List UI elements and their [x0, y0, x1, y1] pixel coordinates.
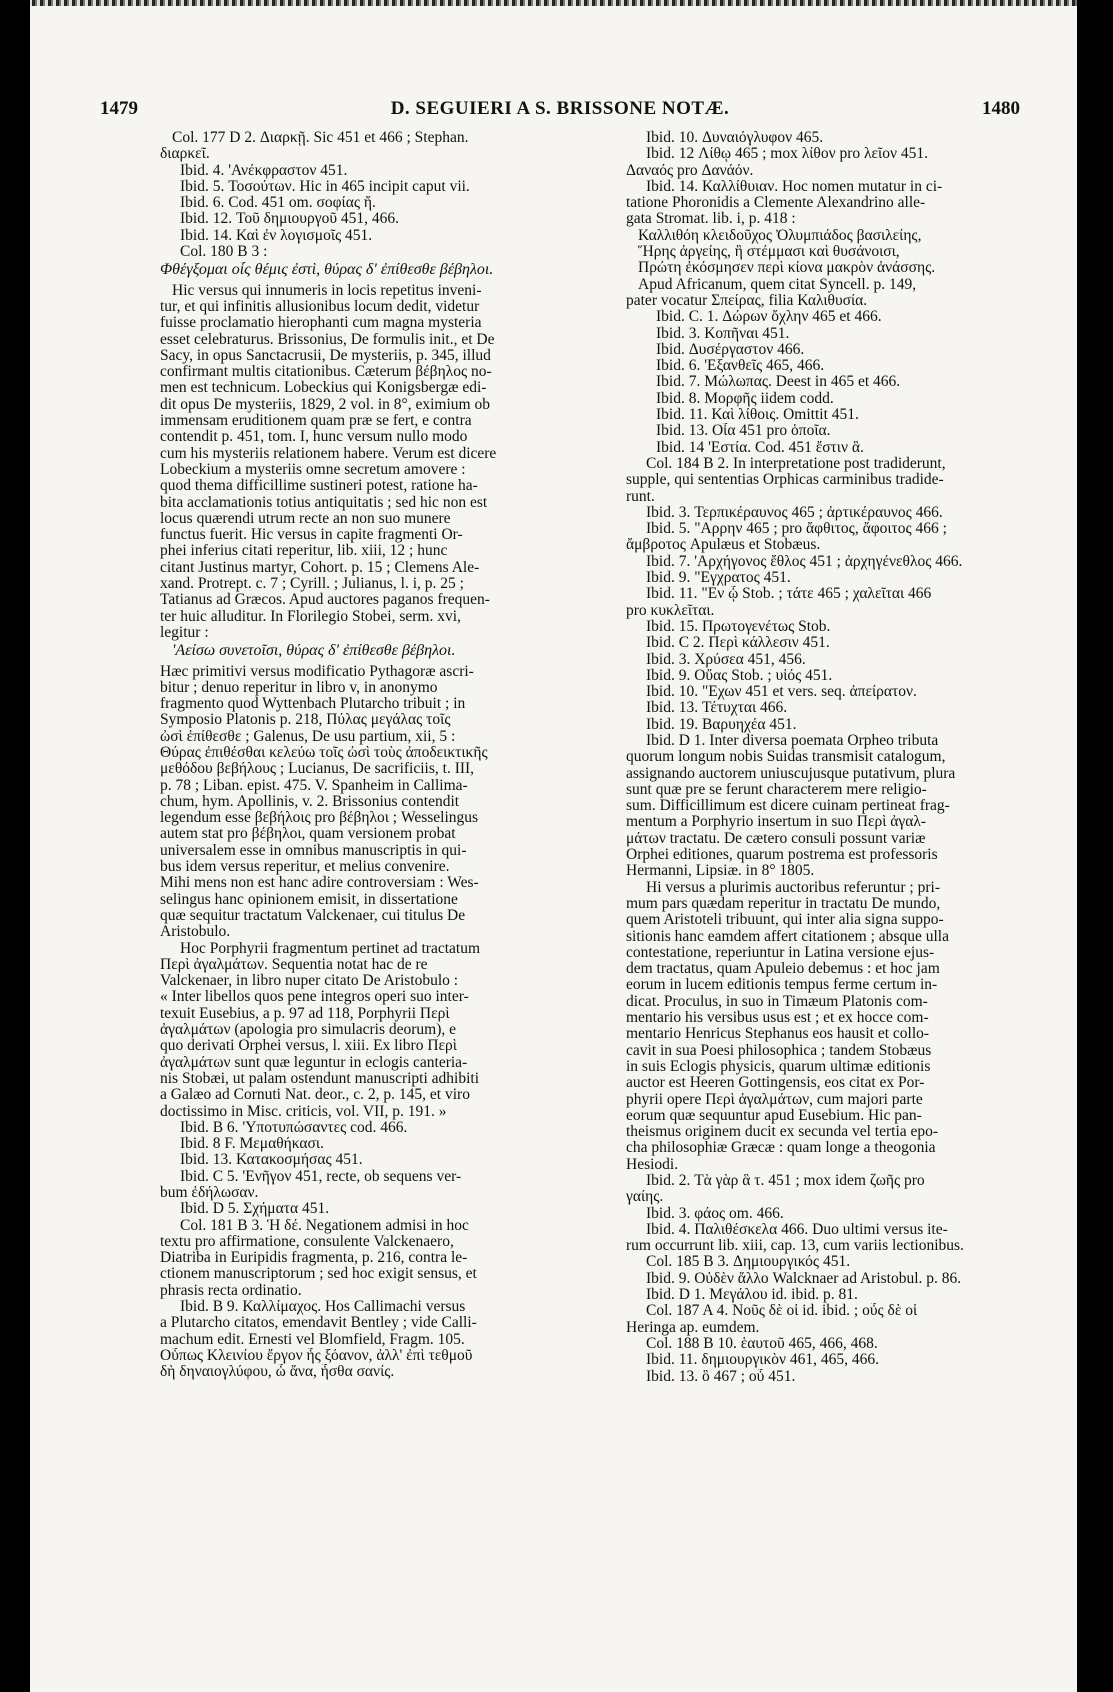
text-line: mentario Henricus Stephanus eos hausit et collo-	[626, 1026, 930, 1043]
text-line: runt.	[626, 488, 655, 505]
text-line: pro κυκλεῖται.	[626, 602, 715, 619]
text-line: quæ sequitur tractatum Valckenaer, cui titulus De	[160, 907, 466, 924]
text-line: « Inter libellos quos pene integros operi suo inter-	[160, 989, 469, 1006]
text-line: bitur ; denuo reperitur in libro v, in anonymo	[160, 679, 438, 696]
text-line: pater vocatur Σπείρας, filia Καλιθυσία.	[626, 292, 868, 309]
text-line: Hic versus qui innumeris in locis repetitus inveni-	[172, 282, 482, 299]
text-line: quem Aristoteli tribuunt, qui inter alia signa suppo-	[626, 912, 944, 929]
text-line: Col. 187 A 4. Νοῦς δὲ οἱ id. ibid. ; οὖς δὲ οἱ	[646, 1303, 918, 1320]
text-line: bita acclamationis totius antiquitatis ; sed hic non est	[160, 494, 488, 511]
text-line: Πρώτη ἐκόσμησεν περὶ κίονα μακρὸν ἀνάσσης.	[638, 260, 936, 277]
text-line: Ibid. C 2. Περὶ κάλλεσιν 451.	[646, 635, 830, 652]
text-line: bus idem versus reperitur, et melius convenire.	[160, 859, 450, 876]
text-line: μάτων tractatu. De cætero consuli possunt variæ	[626, 830, 926, 847]
text-line: Orphei editiones, quarum postrema est professoris	[626, 847, 938, 864]
text-line: Ibid. 8. Μορφῆς iidem codd.	[656, 390, 834, 407]
text-line: dicat. Proculus, in suo in Timæum Platonis com-	[626, 993, 928, 1010]
text-line: Aristobulo.	[160, 924, 231, 941]
text-line: Ibid. Δυσέργαστον 466.	[656, 341, 805, 358]
text-line: doctissimo in Misc. criticis, vol. VII, p. 191. »	[160, 1103, 447, 1120]
running-title: D. SEGUIERI A S. BRISSONE NOTÆ.	[390, 98, 730, 119]
text-line: Ibid. 3. Χρύσεα 451, 456.	[646, 651, 806, 668]
text-line: Ibid. 6. 'Εξανθεῖς 465, 466.	[656, 358, 825, 375]
scan-margin-left	[0, 0, 30, 1692]
text-line: Col. 177 D 2. Διαρκῇ. Sic 451 et 466 ; Stephan.	[172, 130, 469, 146]
text-line: Ibid. 12 Λίθῳ 465 ; mox λίθον pro λεῖον 451.	[646, 146, 928, 163]
text-line: Ibid. 13. Τέτυχται 466.	[646, 700, 788, 717]
text-line: Ibid. C. 1. Δώρων ὄχλην 465 et 466.	[656, 309, 882, 326]
text-line: Ibid. 11. Καὶ λίθοις. Omittit 451.	[656, 407, 859, 424]
text-line: Hæc primitivi versus modificatio Pythagoræ ascri-	[160, 663, 474, 680]
text-line: Ibid. 2. Τὰ γὰρ ἃ τ. 451 ; mox idem ζωῆς pro	[646, 1173, 925, 1189]
text-line: mentario his versibus usus est ; et ex hocce com-	[626, 1010, 929, 1027]
text-line: mum pars quædam reperitur in tractatu De mundo,	[626, 895, 941, 912]
text-line: Ibid. 19. Βαρυηχέα 451.	[646, 716, 797, 733]
text-line: a Galæo ad Cornuti Nat. deor., c. 2, p. 145, et viro	[160, 1087, 470, 1104]
text-line: Ibid. 10. Δυναιόγλυφον 465.	[646, 130, 824, 146]
scan-edge-top	[0, 0, 1113, 6]
text-line: Ibid. 9. Οὔας Stob. ; υἱός 451.	[646, 667, 833, 684]
text-line: quorum longum nobis Suidas transmisit catalogum,	[626, 749, 946, 766]
text-line: contendit p. 451, tom. I, hunc versum nullo modo	[160, 429, 468, 446]
text-line: Οὗπως Κλεινίου ἔργον ἧς ξόανον, ἀλλ' ἐπὶ τεθμοῦ	[160, 1347, 473, 1364]
text-line: ἀγαλμάτων sunt quæ leguntur in eclogis canteria-	[160, 1054, 468, 1071]
text-line: Hoc Porphyrii fragmentum pertinet ad tractatum	[180, 940, 481, 957]
text-line: Ibid. 13. Οἷα 451 pro ὁποῖα.	[656, 423, 831, 440]
text-line: Φθέγξομαι οἷς θέμις ἐστὶ, θύρας δ' ἐπίθεσθε βέβηλοι.	[160, 262, 494, 279]
text-line: Ibid. 15. Πρωτογενέτως Stob.	[646, 618, 831, 635]
text-line: men est technicum. Lobeckius qui Konigsbergæ edi-	[160, 380, 487, 397]
text-line: mentum a Porphyrio insertum in suo Περὶ ἀγαλ-	[626, 814, 927, 831]
text-line: phrasis recta ordinatio.	[160, 1282, 302, 1299]
text-line: Ibid. D 1. Μεγάλου id. ibid. p. 81.	[646, 1287, 858, 1304]
text-line: rum occurrunt lib. xiii, cap. 13, cum variis lectionibus.	[626, 1238, 964, 1255]
text-line: Ibid. 11. δημιουργικὸν 461, 465, 466.	[646, 1352, 880, 1369]
text-line: Ibid. D 1. Inter diversa poemata Orpheo tributa	[646, 732, 939, 749]
text-line: machum edit. Ernesti vel Blomfield, Fragm. 105.	[160, 1331, 465, 1348]
text-line: μεθόδου βεβήλους ; Lucianus, De sacrificiis, t. III,	[160, 761, 475, 778]
text-line: Hi versus a plurimis auctoribus referuntur ; pri-	[646, 879, 940, 896]
text-line: Ibid. 14 'Εστία. Cod. 451 ἔστιν ἃ.	[656, 439, 864, 456]
text-line: Mihi mens non est hanc adire controversiam : Wes-	[160, 875, 479, 892]
text-line: xand. Protrept. c. 7 ; Cyrill. ; Julianus, l. i, p. 25 ;	[160, 576, 464, 593]
text-line: Ibid. B 9. Καλλίμαχος. Hos Callimachi versus	[180, 1299, 466, 1316]
text-line: ὠσὶ ἐπίθεσθε ; Galenus, De usu partium, xii, 5 :	[160, 728, 456, 745]
text-line: phyrii opere Περὶ ἀγαλμάτων, cum majori parte	[626, 1091, 923, 1108]
text-line: ctionem manuscriptorum ; sed hoc exigit sensus, et	[160, 1266, 477, 1283]
text-line: Ibid. 9. Οὐδὲν ἄλλο Walcknaer ad Aristobul. p. 86.	[646, 1270, 962, 1287]
text-line: 'Αείσω συνετοῖσι, θύρας δ' ἐπίθεσθε βέβηλοι.	[172, 643, 456, 660]
text-line: sunt quæ pre se ferunt characterem mere religio-	[626, 781, 927, 798]
text-line: quo derivati Orphei versus, l. xiii. Ex libro Περὶ	[160, 1038, 457, 1055]
text-line: δὴ δηναιογλύφου, ὦ ἄνα, ἦσθα σανίς.	[160, 1364, 395, 1381]
text-line: Θύρας ἐπιθέσθαι κελεύω τοῖς ὠσὶ τοὺς ἀποδεικτικῆς	[160, 744, 488, 761]
text-line: citant Justinus martyr, Cohort. p. 15 ; Clemens Ale-	[160, 559, 480, 576]
text-line: Heringa ap. eumdem.	[626, 1319, 760, 1336]
text-line: confirmant multis citationibus. Cæterum βέβηλος no-	[160, 364, 492, 381]
text-line: Ibid. 12. Τοῦ δημιουργοῦ 451, 466.	[180, 211, 399, 228]
text-line: functus fuerit. Hic versus in capite fragmenti Or-	[160, 527, 463, 544]
text-line: Ibid. 6. Cod. 451 om. σοφίας ἤ.	[180, 195, 376, 212]
text-line: assignando auctorem uniuscujusque putativum, plura	[626, 765, 956, 782]
running-header	[100, 98, 1020, 124]
left-column	[160, 130, 604, 1381]
text-line: γαίης.	[626, 1189, 664, 1206]
text-line: Ibid. 11. "Εν ᾧ Stob. ; τάτε 465 ; χαλεῖται 466	[646, 586, 932, 603]
text-line: quod thema difficillime sustineri potest, ratione ha-	[160, 478, 478, 495]
text-line: Ibid. 3. φάος om. 466.	[646, 1205, 784, 1222]
text-line: texuit Eusebius, a p. 97 ad 118, Porphyrii Περὶ	[160, 1005, 450, 1022]
text-line: Hermanni, Lipsiæ. in 8° 1805.	[626, 863, 815, 880]
text-line: Ibid. 7. 'Αρχήγονος ἔθλος 451 ; ἀρχηγένεθλος 466.	[646, 553, 963, 570]
text-line: Ibid. 4. 'Ανέκφραστον 451.	[180, 162, 348, 179]
text-line: Δαναός pro Δανάόν.	[626, 162, 754, 179]
text-line: Ibid. 13. ὃ 467 ; οὗ 451.	[646, 1368, 796, 1385]
text-line: Ibid. 13. Κατακοσμήσας 451.	[180, 1152, 363, 1169]
text-line: Diatriba in Euripidis fragmenta, p. 216, contra le-	[160, 1250, 468, 1267]
text-line: eorum in lucem editionis tempus ferme certum in-	[626, 977, 938, 994]
text-line: a Plutarcho citatos, emendavit Bentley ; vide Calli-	[160, 1315, 477, 1332]
text-line: Col. 181 B 3. Ἡ δέ. Negationem admisi in hoc	[180, 1217, 469, 1234]
text-line: sum. Difficillimum est dicere cuinam pertineat frag-	[626, 798, 950, 815]
text-line: fuisse proclamatio hierophanti cum magna mysteria	[160, 315, 482, 332]
text-line: esset celebraturus. Brissonius, De formulis init., et De	[160, 331, 495, 348]
text-line: ter huic alluditur. In Florilegio Stobei, serm. xvi,	[160, 608, 461, 625]
text-line: autem stat pro βέβηλοι, quam versionem probat	[160, 826, 456, 843]
text-line: bum ἐδήλωσαν.	[160, 1185, 259, 1201]
text-line: cum his mysteriis relationem habere. Verum est dicere	[160, 445, 497, 462]
text-line: textu pro affirmatione, consulente Valckenaero,	[160, 1233, 454, 1250]
text-line: in suis Eclogis physicis, quarum ultimæ editionis	[626, 1058, 931, 1075]
page-number-left: 1479	[100, 98, 138, 119]
text-line: Ibid. C 5. 'Ενῆγον 451, recte, ob sequens ver-	[180, 1168, 462, 1185]
text-line: dit opus De mysteriis, 1829, 2 vol. in 8°, eximium ob	[160, 396, 490, 413]
text-line: Περὶ ἀγαλμάτων. Sequentia notat hac de re	[160, 956, 428, 973]
text-line: ἄμβροτος Apulæus et Stobæus.	[626, 537, 821, 554]
text-line: contestatione, reperiuntur in Latina versione ejus-	[626, 944, 935, 961]
text-line: chum, hym. Apollinis, v. 2. Brissonius contendit	[160, 793, 460, 810]
text-line: Symposio Platonis p. 218, Πύλας μεγάλας τοῖς	[160, 712, 451, 729]
text-line: tur, et qui infinitis allusionibus locum dedit, videtur	[160, 298, 480, 315]
text-line: sitionis hanc eamdem affert citationem ; absque ulla	[626, 928, 949, 945]
text-line: Col. 180 B 3 :	[180, 244, 268, 261]
text-line: Ibid. 8 F. Μεμαθήκασι.	[180, 1136, 324, 1153]
text-line: Sacy, in opus Sanctacrusii, De mysteriis, p. 345, illud	[160, 347, 491, 364]
text-line: διαρκεῖ.	[160, 146, 210, 163]
text-line: Col. 188 B 10. ἑαυτοῦ 465, 466, 468.	[646, 1335, 878, 1352]
text-line: gata Stromat. lib. i, p. 418 :	[626, 211, 796, 228]
text-line: ἀγαλμάτων (apologia pro simulacris deorum), e	[160, 1022, 457, 1039]
text-line: Ibid. 9. "Εγχρατος 451.	[646, 570, 791, 587]
text-line: Ibid. 5. Τοσούτων. Hic in 465 incipit caput vii.	[180, 178, 470, 195]
text-line: cha philosophiæ Græcæ : quam longe a theogonia	[626, 1140, 936, 1157]
text-line: Col. 184 B 2. In interpretatione post tradiderunt,	[646, 455, 946, 472]
text-line: nis Stobæi, ut palam ostendunt manuscripti adhibiti	[160, 1070, 480, 1087]
text-line: Hesiodi.	[626, 1156, 679, 1173]
text-line: Col. 185 B 3. Δημιουργικός 451.	[646, 1254, 851, 1271]
text-line: tatione Phoronidis a Clemente Alexandrino alle-	[626, 195, 926, 212]
text-line: selingus hanc opinionem emisit, in dissertatione	[160, 891, 458, 908]
text-line: Ibid. 3. Κοπῆναι 451.	[656, 325, 790, 342]
text-line: Ibid. 5. "Αρρην 465 ; pro ἄφθιτος, ἄφοιτος 466 ;	[646, 521, 947, 538]
text-line: Lobeckium a mysteriis omne secretum amovere :	[160, 461, 466, 478]
text-line: eorum quæ sequuntur apud Eusebium. Hic pan-	[626, 1107, 922, 1124]
text-line: Ibid. 14. Καὶ ἐν λογισμοῖς 451.	[180, 227, 373, 244]
text-line: phei inferius citati reperitur, lib. xiii, 12 ; hunc	[160, 543, 448, 560]
text-line: p. 78 ; Liban. epist. 475. V. Spanheim in Callima-	[160, 777, 468, 794]
text-line: legitur :	[160, 624, 209, 641]
text-line: cavit in sua Poesi philosophica ; tandem Stobæus	[626, 1042, 932, 1059]
text-line: auctor est Heeren Gottingensis, eos citat ex Por-	[626, 1075, 925, 1092]
text-line: locus quærendi utrum recte an non suo munere	[160, 510, 451, 527]
scan-margin-right	[1077, 0, 1113, 1692]
text-line: immensam eruditionem quam præ se fert, e contra	[160, 413, 472, 430]
text-line: dem tractatus, quam Apuleio debemus : et hoc jam	[626, 961, 940, 978]
text-line: Ibid. B 6. 'Υποτυπώσαντες cod. 466.	[180, 1119, 408, 1136]
text-line: Καλλιθόη κλειδοῦχος Ὀλυμπιάδος βασιλείης,	[638, 227, 922, 244]
text-line: Ibid. 10. "Εχων 451 et vers. seq. ἀπείρατον.	[646, 684, 917, 701]
text-line: Ibid. 4. Παλιθέσκελα 466. Duo ultimi versus ite-	[646, 1221, 948, 1238]
right-column	[626, 130, 1066, 1385]
text-line: Ibid. 14. Καλλίθυιαν. Hoc nomen mutatur in ci-	[646, 178, 943, 195]
text-line: Ibid. D 5. Σχήματα 451.	[180, 1201, 330, 1218]
text-line: theismus originem ducit ex secunda vel tertia epo-	[626, 1124, 939, 1141]
text-line: fragmento quod Wyttenbach Plutarcho tribuit ; in	[160, 696, 466, 713]
text-line: Apud Africanum, quem citat Syncell. p. 149,	[638, 276, 917, 293]
page-number-right: 1480	[982, 98, 1020, 119]
text-line: universalem esse in omnibus manuscriptis in qui-	[160, 842, 467, 859]
text-line: supple, qui sententias Orphicas carminibus tradide-	[626, 472, 944, 489]
text-line: legendum esse βεβήλοις pro βέβηλοι ; Wesselingus	[160, 810, 479, 827]
text-line: Ibid. 3. Τερπικέραυνος 465 ; ἀρτικέραυνος 466.	[646, 504, 943, 521]
text-line: Tatianus ad Græcos. Apud auctores paganos frequen-	[160, 592, 490, 609]
text-line: Valckenaer, in libro nuper citato De Aristobulo :	[160, 973, 459, 990]
text-line: Ibid. 7. Μώλωπας. Deest in 465 et 466.	[656, 374, 901, 391]
text-line: Ἥρης ἀργείης, ἣ στέμμασι καὶ θυσάνοισι,	[638, 244, 900, 261]
